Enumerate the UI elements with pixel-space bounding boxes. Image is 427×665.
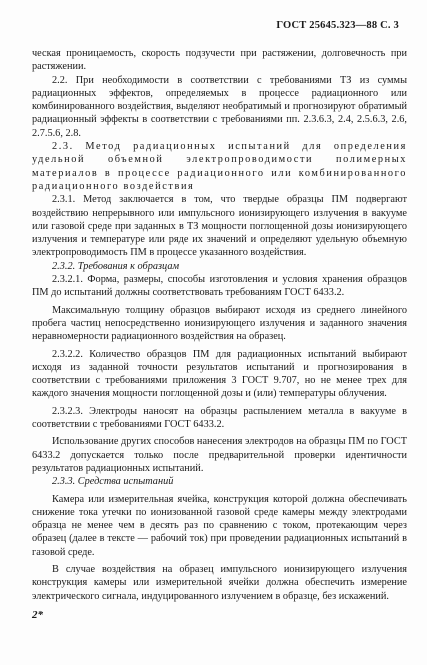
paragraph: ческая проницаемость, скорость подзучести при растяжении, долговечность при растяжении. (32, 48, 407, 73)
paragraph: 2.3.1. Метод заключается в том, что твердые образцы ПМ подвергают воздействию непрерывного или импульсного ионизирующего излучения в вакууме или газовой среде при заданных в ТЗ мощности поглощенной дозы ионизирующего излучения и температуре или ряде их значений и определяют удельную объемную электропроводимость ПМ в процессе указанного воздействия. (32, 194, 407, 259)
paragraph: 2.3.2.1. Форма, размеры, способы изготовления и условия хранения образцов ПМ до испытаний должны соответствовать требованиям ГОСТ 6433.2. (32, 274, 407, 299)
paragraph: 2.3.2.3. Электроды наносят на образцы распылением металла в вакууме в соответствии с требованиями ГОСТ 6433.2. (32, 405, 407, 431)
page-header: ГОСТ 25645.323—88 С. 3 (276, 20, 399, 31)
document-body (32, 47, 407, 603)
paragraph: В случае воздействия на образец импульсного ионизирующего излучения конструкция камеры или измерительной ячейки должна обеспечить измерение электрического сигнала, индуцированного излучением в образце, без искажений. (32, 563, 407, 602)
signature-mark: 2* (32, 609, 43, 621)
paragraph: 2.2. При необходимости в соответствии с требованиями ТЗ из суммы радиационных эффектов, определяемых в процессе радиационного или комбинированного воздействия, выделяют необратимый и прогнозируют обратимый радиационный эффекты в соответствии с требованиями пп. 2.3.6.3, 2.4, 2.5.6.3, 2.6, 2.7.5.6, 2.8. (32, 74, 407, 139)
section-subheading: 2.3.3. Средства испытаний (52, 476, 174, 488)
paragraph: 2.3.2.2. Количество образцов ПМ для радиационных испытаний выбирают исходя из заданной точности результатов испытаний и прогнозирования в соответствии с требованиями приложения 3 ГОСТ 9.707, но не менее трех для каждого значения мощности поглощенной дозы и (или) температуры облучения. (32, 348, 407, 400)
section-subheading: 2.3.2. Требования к образцам (52, 260, 180, 272)
paragraph: Максимальную толщину образцов выбирают исходя из среднего линейного пробега частиц непосредственно ионизирующего излучения и заданного значения неравномерности радиационного воздействия на образец. (32, 304, 407, 343)
paragraph: Камера или измерительная ячейка, конструкция которой должна обеспечивать снижение тока утечки по ионизованной газовой среде камеры между электродами образца не менее чем в десять раз по сравнению с током, протекающим через образец (далее в тексте — рабочий ток) при проведении радиационных испытаний в газовой среде. (32, 493, 407, 558)
paragraph: 2.3. Метод радиационных испытаний для определения удельной объемной электропроводимости полимерных материалов в процессе радиационного или комбинированного радиационного воздействия (32, 141, 407, 192)
paragraph: Использование других способов нанесения электродов на образцы ПМ по ГОСТ 6433.2 допускается только после предварительной проверки идентичности результатов радиационных испытаний. (32, 436, 407, 474)
